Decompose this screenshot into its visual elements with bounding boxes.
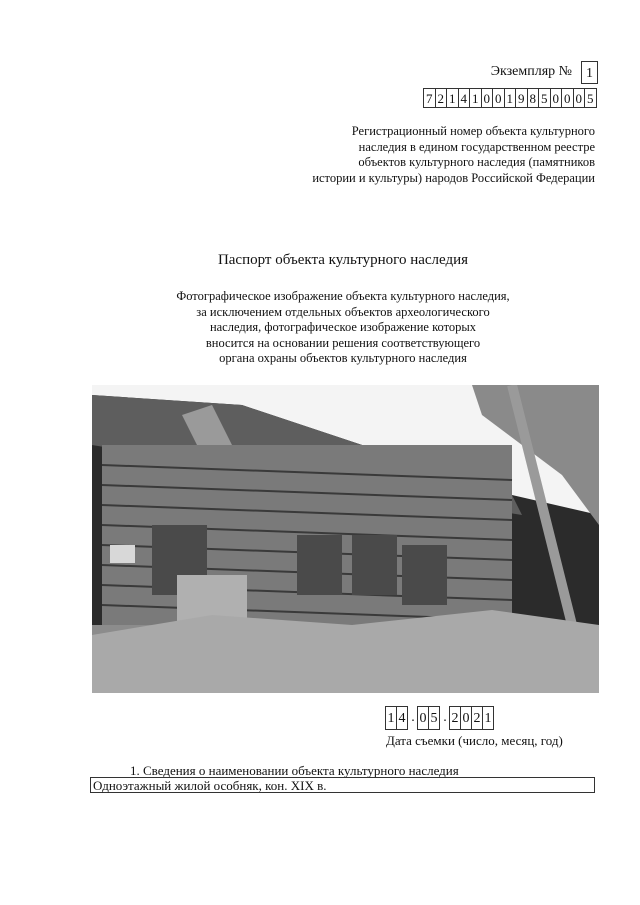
shoot-date bbox=[386, 706, 494, 730]
registration-digit: 2 bbox=[435, 88, 448, 108]
registration-caption-line: истории и культуры) народов Российской Федерации bbox=[312, 170, 595, 185]
date-separator: . bbox=[443, 710, 447, 725]
photo-caption-line: вносится на основании решения соответствующего bbox=[205, 335, 481, 350]
registration-digit: 0 bbox=[573, 88, 586, 108]
registration-digit: 5 bbox=[584, 88, 597, 108]
date-year-digit: 1 bbox=[482, 706, 494, 730]
date-day-digit: 4 bbox=[396, 706, 408, 730]
date-month-digit: 0 bbox=[417, 706, 429, 730]
object-name-field: Одноэтажный жилой особняк, кон. XIX в. bbox=[90, 777, 595, 793]
registration-digit: 5 bbox=[538, 88, 551, 108]
date-month-digit: 5 bbox=[428, 706, 440, 730]
photo-caption-line: органа охраны объектов культурного наследия bbox=[219, 351, 467, 365]
photo-caption-line: наследия, фотографическое изображение которых bbox=[209, 320, 477, 334]
registration-number bbox=[424, 88, 597, 108]
date-caption: Дата съемки (число, месяц, год) bbox=[386, 733, 563, 748]
copy-number-box: 1 bbox=[581, 61, 598, 84]
registration-digit: 1 bbox=[469, 88, 482, 108]
registration-digit: 0 bbox=[481, 88, 494, 108]
copy-label: Экземпляр № bbox=[490, 64, 572, 79]
house-photo-illustration bbox=[92, 385, 599, 693]
registration-digit: 1 bbox=[504, 88, 517, 108]
registration-digit: 8 bbox=[527, 88, 540, 108]
registration-caption-line: Регистрационный номер объекта культурного bbox=[351, 124, 595, 138]
registration-caption bbox=[265, 124, 595, 186]
registration-caption-line: объектов культурного наследия (памятников bbox=[358, 155, 595, 169]
photo-caption bbox=[0, 289, 640, 367]
date-year-digit: 0 bbox=[460, 706, 472, 730]
registration-digit: 9 bbox=[515, 88, 528, 108]
registration-caption-line: наследия в едином государственном реестре bbox=[358, 139, 595, 154]
object-photo bbox=[92, 385, 599, 693]
photo-caption-line: Фотографическое изображение объекта культурного наследия, bbox=[176, 289, 510, 303]
registration-digit: 0 bbox=[550, 88, 563, 108]
photo-caption-line: за исключением отдельных объектов археологического bbox=[196, 304, 490, 319]
page-title: Паспорт объекта культурного наследия bbox=[217, 252, 469, 268]
date-year-digit: 2 bbox=[471, 706, 483, 730]
date-separator: . bbox=[411, 710, 415, 725]
registration-digit: 1 bbox=[446, 88, 459, 108]
date-day-digit: 1 bbox=[385, 706, 397, 730]
date-year-digit: 2 bbox=[449, 706, 461, 730]
registration-digit: 7 bbox=[423, 88, 436, 108]
registration-digit: 0 bbox=[492, 88, 505, 108]
section-1-heading: 1. Сведения о наименовании объекта культурного наследия bbox=[130, 763, 459, 778]
registration-digit: 0 bbox=[561, 88, 574, 108]
registration-digit: 4 bbox=[458, 88, 471, 108]
